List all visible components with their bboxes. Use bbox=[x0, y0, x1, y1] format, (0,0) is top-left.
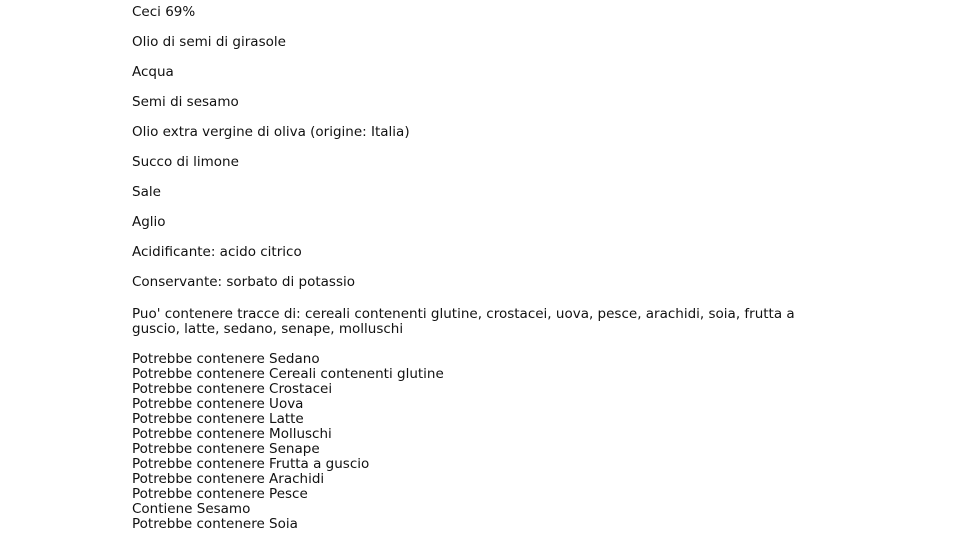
allergen-warning: Potrebbe contenere Pesce bbox=[132, 486, 308, 502]
ingredient-item: Acqua bbox=[132, 64, 174, 80]
ingredient-item: Acidificante: acido citrico bbox=[132, 244, 302, 260]
ingredient-item: Olio extra vergine di oliva (origine: Italia) bbox=[132, 124, 410, 140]
allergen-warning: Potrebbe contenere Arachidi bbox=[132, 471, 325, 487]
allergen-warning: Potrebbe contenere Senape bbox=[132, 441, 320, 457]
ingredients-panel bbox=[132, 5, 852, 532]
allergen-warning: Potrebbe contenere Latte bbox=[132, 411, 304, 427]
allergen-warning: Potrebbe contenere Uova bbox=[132, 396, 304, 412]
ingredient-item: Succo di limone bbox=[132, 154, 239, 170]
ingredient-item: Conservante: sorbato di potassio bbox=[132, 274, 356, 290]
ingredient-item: Sale bbox=[132, 184, 161, 200]
allergen-warning-list bbox=[132, 352, 852, 532]
ingredient-item: Aglio bbox=[132, 214, 166, 230]
allergen-warning: Potrebbe contenere Sedano bbox=[132, 351, 320, 367]
ingredient-item: Olio di semi di girasole bbox=[132, 34, 286, 50]
ingredient-item: Semi di sesamo bbox=[132, 94, 239, 110]
traces-statement: Puo' contenere tracce di: cereali contenenti glutine, crostacei, uova, pesce, arachidi, soia, frutta a guscio, latte, sedano, senape, molluschi bbox=[132, 306, 795, 337]
allergen-warning: Potrebbe contenere Crostacei bbox=[132, 381, 333, 397]
allergen-warning: Contiene Sesamo bbox=[132, 501, 251, 517]
allergen-warning: Potrebbe contenere Soia bbox=[132, 516, 298, 532]
allergen-warning: Potrebbe contenere Molluschi bbox=[132, 426, 332, 442]
ingredient-list bbox=[132, 5, 852, 305]
allergen-warning: Potrebbe contenere Cereali contenenti glutine bbox=[132, 366, 444, 382]
ingredient-item: Ceci 69% bbox=[132, 4, 196, 20]
allergen-warning: Potrebbe contenere Frutta a guscio bbox=[132, 456, 370, 472]
